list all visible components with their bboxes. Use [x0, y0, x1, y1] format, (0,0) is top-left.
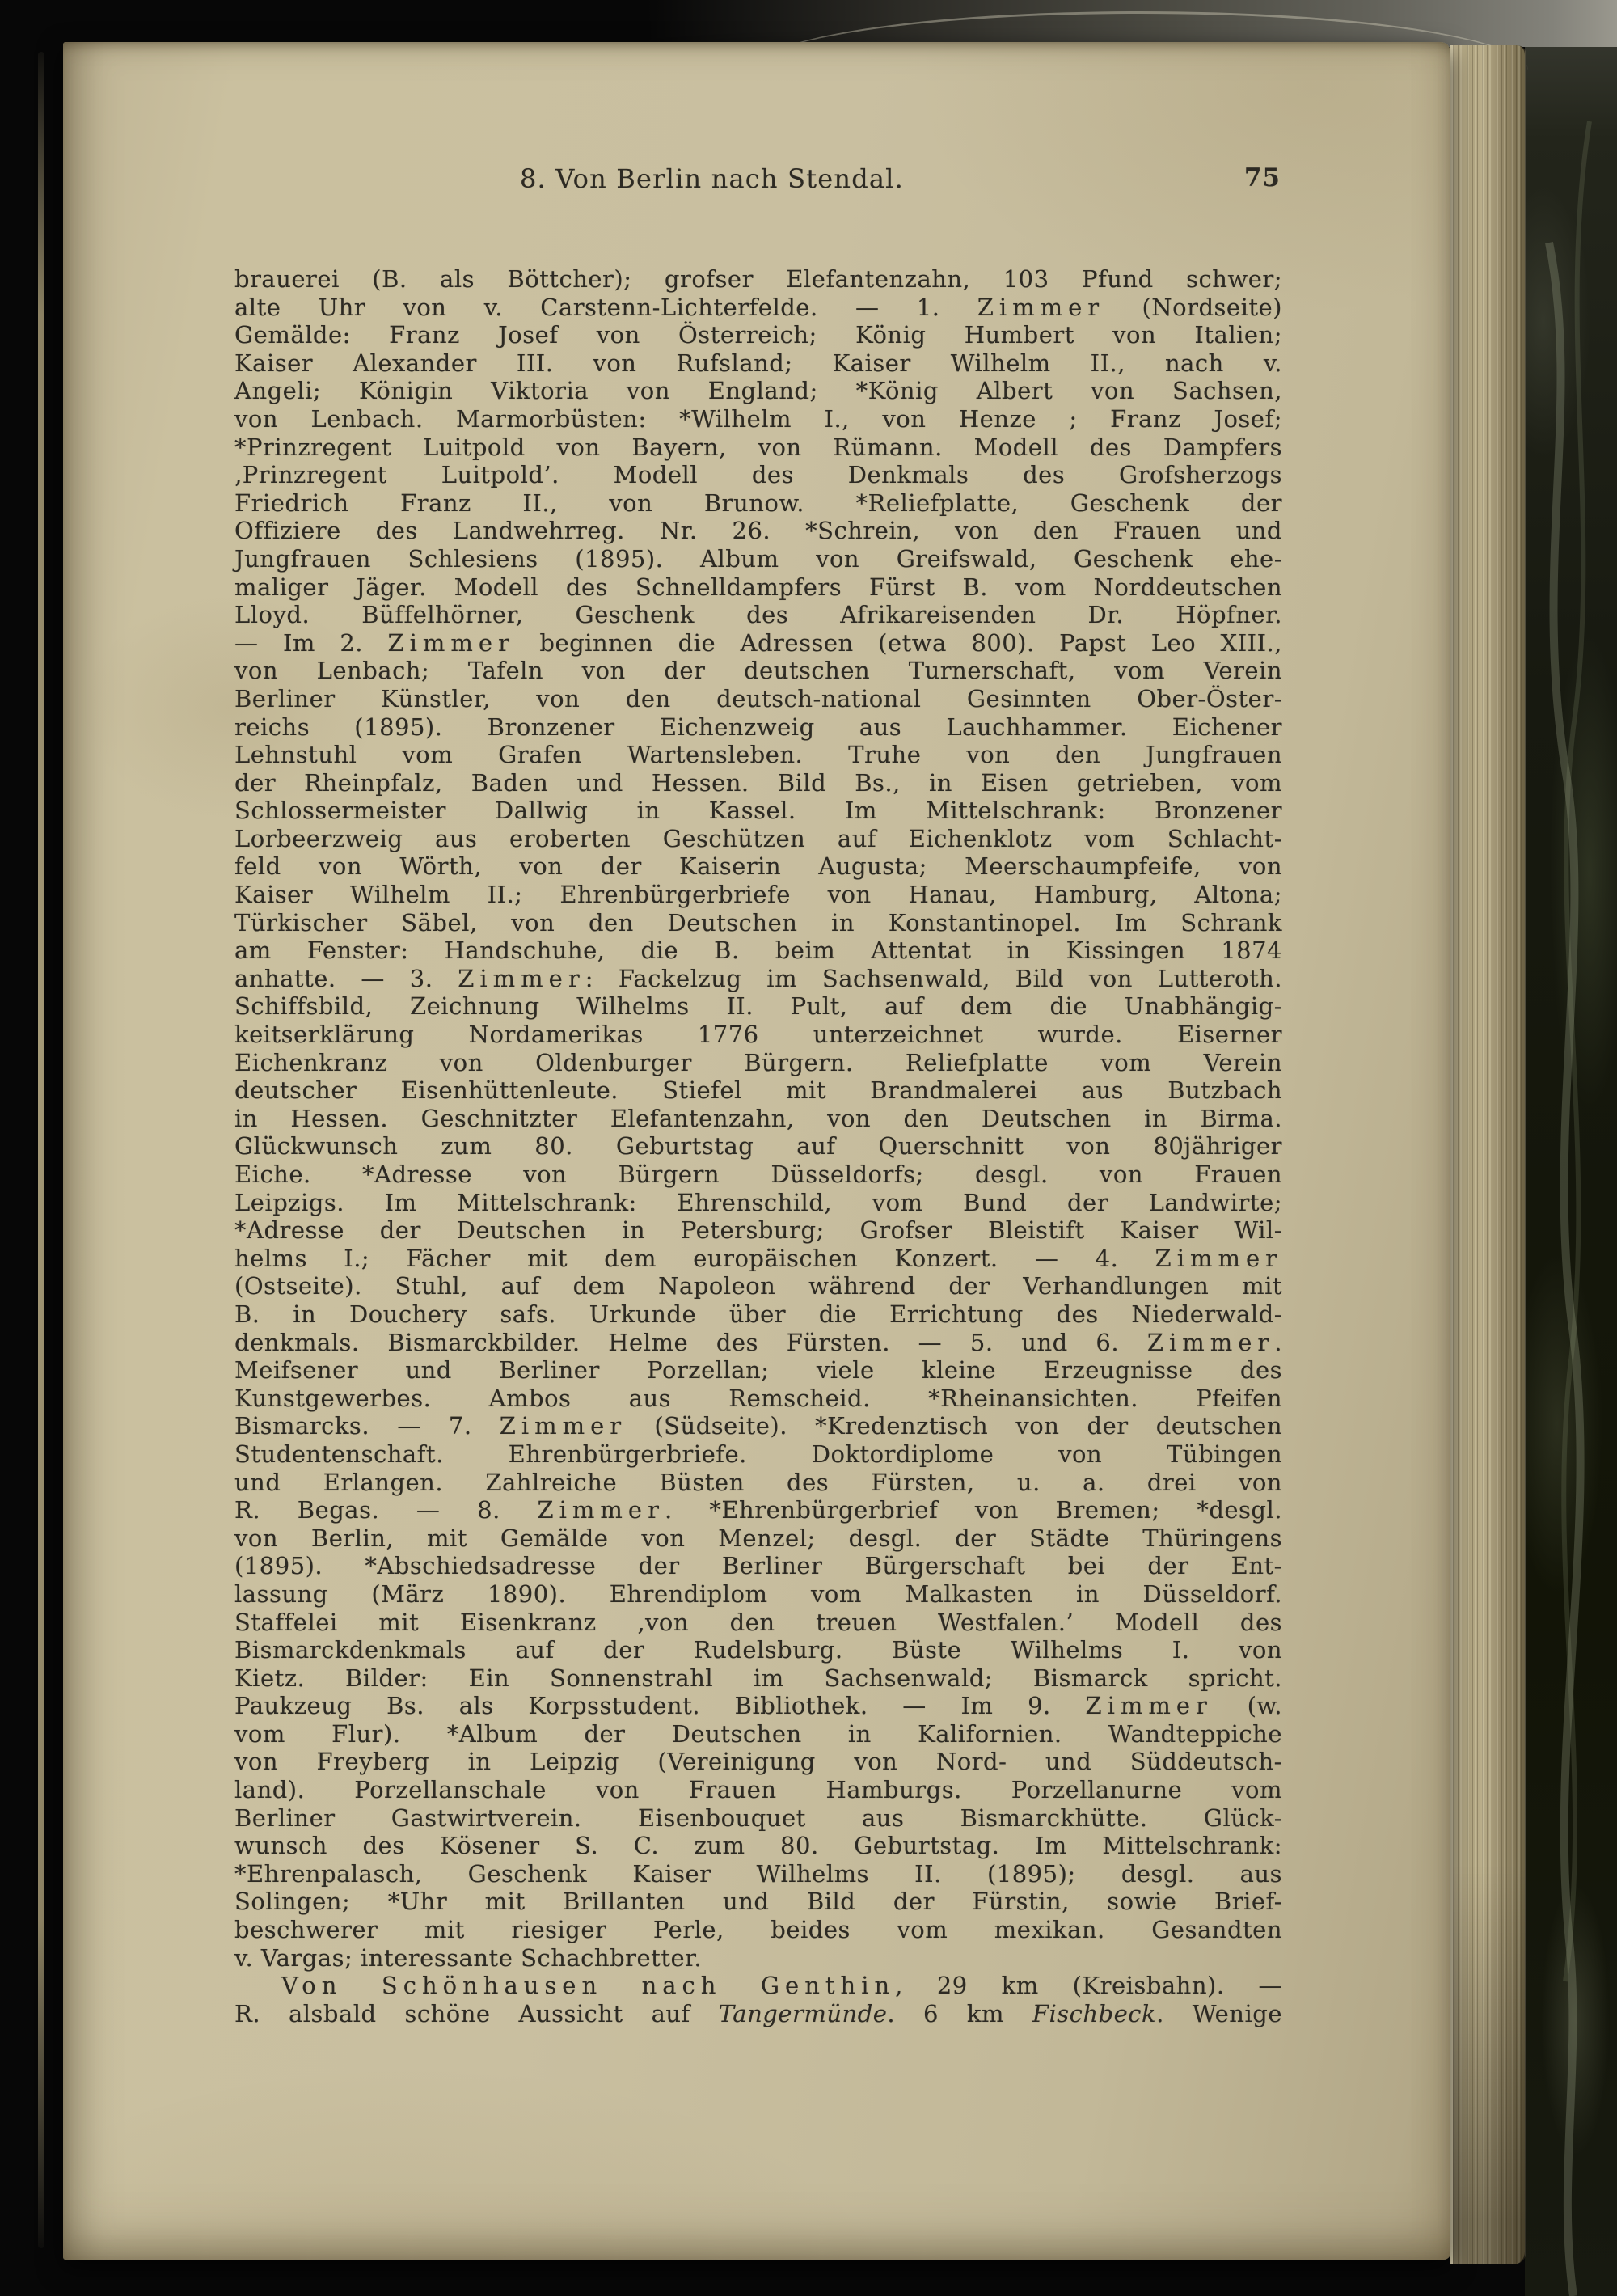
- spaced-text: Zimmer: [458, 964, 585, 992]
- text-segment: keitserklärung Nordamerikas 1776 unterzeichnet wurde. Eiserner: [234, 1021, 1282, 1049]
- text-line: [234, 1972, 1282, 2000]
- text-line: [234, 1105, 1282, 1133]
- text-segment: von Lenbach. Marmorbüsten: *Wilhelm I., von Henze ; Franz Josef;: [234, 404, 1282, 433]
- text-segment: v. Vargas; interessante Schachbretter.: [234, 1943, 703, 1972]
- text-line: [234, 1636, 1282, 1664]
- text-segment: (w.: [1212, 1692, 1283, 1720]
- text-line: [234, 1329, 1282, 1357]
- text-line: [234, 433, 1282, 462]
- text-line: [234, 1496, 1282, 1524]
- text-segment: *Adresse der Deutschen in Petersburg; Grofser Bleistift Kaiser Wil-: [234, 1216, 1282, 1245]
- text-line: [234, 769, 1282, 797]
- spaced-text: Zimmer: [1085, 1692, 1213, 1720]
- text-segment: von Lenbach; Tafeln von der deutschen Turnerschaft, vom Verein: [234, 657, 1282, 685]
- text-line: [234, 1580, 1282, 1609]
- text-line: [234, 1469, 1282, 1497]
- spaced-text: Von Schönhausen nach Genthin: [281, 1972, 896, 2000]
- text-segment: : Fackelzug im Sachsenwald, Bild von Lutteroth.: [585, 964, 1282, 992]
- text-line: [234, 265, 1282, 294]
- text-line: [234, 1524, 1282, 1553]
- text-segment: Offiziere des Landwehrreg. Nr. 26. *Schrein, von den Frauen und: [234, 517, 1282, 545]
- text-line: [234, 992, 1282, 1021]
- text-line: [234, 1189, 1282, 1217]
- text-line: [234, 1609, 1282, 1637]
- text-segment: Glückwunsch zum 80. Geburtstag auf Querschnitt von 80jähriger: [234, 1132, 1282, 1161]
- text-line: [234, 1804, 1282, 1833]
- text-segment: .: [1274, 1328, 1282, 1356]
- text-segment: Meifsener und Berliner Porzellan; viele kleine Erzeugnisse des: [234, 1356, 1282, 1385]
- text-segment: am Fenster: Handschuhe, die B. beim Attentat in Kissingen 1874: [234, 937, 1282, 965]
- text-segment: ‚Prinzregent Luitpold’. Modell des Denkmals des Grofsherzogs: [234, 461, 1282, 489]
- text-line: [234, 1356, 1282, 1385]
- text-segment: Eichenkranz von Oldenburger Bürgern. Reliefplatte vom Verein: [234, 1048, 1282, 1076]
- text-line: [234, 601, 1282, 629]
- text-line: [234, 1161, 1282, 1189]
- spaced-text: Zimmer: [537, 1496, 665, 1524]
- text-segment: Schlossermeister Dallwig in Kassel. Im Mittelschrank: Bronzener: [234, 797, 1282, 825]
- text-segment: Bismarckdenkmals auf der Rudelsburg. Büste Wilhelms I. von: [234, 1636, 1282, 1664]
- spaced-text: Zimmer: [1146, 1328, 1275, 1356]
- text-segment: Schiffsbild, Zeichnung Wilhelms II. Pult, auf dem die Unabhängig-: [234, 992, 1282, 1021]
- chapter-title: 8. Von Berlin nach Stendal.: [519, 163, 904, 194]
- text-line: [234, 2000, 1282, 2028]
- text-line: [234, 881, 1282, 909]
- text-line: [234, 685, 1282, 713]
- text-line: [234, 321, 1282, 349]
- page-number: 75: [1243, 163, 1281, 192]
- text-segment: R. alsbald schöne Aussicht auf: [234, 1999, 719, 2027]
- text-segment: beschwerer mit riesiger Perle, beides vom mexikan. Gesandten: [234, 1916, 1282, 1944]
- text-line: [234, 349, 1282, 378]
- text-segment: alte Uhr von v. Carstenn-Lichterfelde. — 1.: [234, 293, 977, 321]
- text-line: [234, 545, 1282, 573]
- text-segment: Bismarcks. — 7.: [234, 1412, 500, 1440]
- text-segment: Jungfrauen Schlesiens (1895). Album von Greifswald, Geschenk ehe-: [234, 544, 1282, 573]
- facing-page-edge: [38, 52, 44, 2248]
- text-line: [234, 1440, 1282, 1469]
- text-line: [234, 1245, 1282, 1273]
- text-segment: . *Ehrenbürgerbrief von Bremen; *desgl.: [664, 1496, 1282, 1524]
- book-top-edge: [0, 0, 1617, 47]
- text-line: [234, 797, 1282, 825]
- text-line: [234, 909, 1282, 937]
- text-segment: — Im 2.: [234, 628, 388, 657]
- text-segment: maliger Jäger. Modell des Schnelldampfers Fürst B. vom Norddeutschen: [234, 573, 1282, 601]
- spaced-text: Zimmer: [977, 293, 1105, 321]
- text-segment: *Prinzregent Luitpold von Bayern, von Rümann. Modell des Dampfers: [234, 433, 1282, 461]
- text-segment: und Erlangen. Zahlreiche Büsten des Fürsten, u. a. drei von: [234, 1468, 1282, 1496]
- text-line: [234, 965, 1282, 993]
- italic-text: Tangermünde: [718, 1999, 888, 2027]
- text-segment: denkmals. Bismarckbilder. Helme des Fürsten. — 5. und 6.: [234, 1328, 1147, 1356]
- text-segment: Kietz. Bilder: Ein Sonnenstrahl im Sachsenwald; Bismarck spricht.: [234, 1664, 1282, 1692]
- page-body: [234, 265, 1282, 2027]
- italic-text: Fischbeck: [1032, 1999, 1157, 2027]
- text-segment: von Freyberg in Leipzig (Vereinigung von Nord- und Süddeutsch-: [234, 1748, 1282, 1776]
- text-line: [234, 852, 1282, 881]
- text-line: [234, 573, 1282, 602]
- text-segment: deutscher Eisenhüttenleute. Stiefel mit Brandmalerei aus Butzbach: [234, 1076, 1282, 1105]
- text-line: [234, 1076, 1282, 1105]
- text-segment: Angeli; Königin Viktoria von England; *König Albert von Sachsen,: [234, 377, 1282, 405]
- text-segment: anhatte. — 3.: [234, 964, 458, 992]
- text-segment: . 6 km: [887, 1999, 1032, 2027]
- book-cover-edge: [1525, 0, 1617, 2296]
- text-segment: brauerei (B. als Böttcher); grofser Elefantenzahn, 103 Pfund schwer;: [234, 265, 1282, 293]
- spaced-text: Zimmer: [1155, 1244, 1282, 1272]
- text-line: [234, 713, 1282, 742]
- text-line: [234, 825, 1282, 853]
- text-line: [234, 1021, 1282, 1049]
- text-line: [234, 1552, 1282, 1580]
- text-segment: lassung (März 1890). Ehrendiplom vom Malkasten in Düsseldorf.: [234, 1579, 1282, 1608]
- text-line: [234, 1888, 1282, 1916]
- text-segment: Berliner Gastwirtverein. Eisenbouquet aus Bismarckhütte. Glück-: [234, 1803, 1282, 1832]
- text-segment: beginnen die Adressen (etwa 800). Papst Leo XIII.,: [514, 628, 1282, 657]
- text-segment: (Nordseite): [1104, 293, 1282, 321]
- marbling-pattern: [1525, 0, 1617, 2296]
- page-edges: [1450, 45, 1526, 2264]
- text-line: [234, 1916, 1282, 1944]
- text-line: [234, 517, 1282, 545]
- text-segment: Türkischer Säbel, von den Deutschen in Konstantinopel. Im Schrank: [234, 908, 1282, 937]
- text-segment: in Hessen. Geschnitzter Elefantenzahn, von den Deutschen in Birma.: [234, 1104, 1282, 1132]
- text-line: [234, 1664, 1282, 1693]
- text-segment: helms I.; Fächer mit dem europäischen Konzert. — 4.: [234, 1244, 1155, 1272]
- text-line: [234, 294, 1282, 322]
- text-segment: Lorbeerzweig aus eroberten Geschützen auf Eichenklotz vom Schlacht-: [234, 824, 1282, 852]
- text-line: [234, 937, 1282, 965]
- text-line: [234, 629, 1282, 658]
- text-segment: *Ehrenpalasch, Geschenk Kaiser Wilhelms II. (1895); desgl. aus: [234, 1859, 1282, 1888]
- text-segment: Leipzigs. Im Mittelschrank: Ehrenschild, vom Bund der Landwirte;: [234, 1188, 1282, 1216]
- text-segment: R. Begas. — 8.: [234, 1496, 538, 1524]
- text-segment: von Berlin, mit Gemälde von Menzel; desgl. der Städte Thüringens: [234, 1524, 1282, 1552]
- text-segment: Berliner Künstler, von den deutsch-national Gesinnten Ober-Öster-: [234, 684, 1282, 712]
- text-segment: Paukzeug Bs. als Korpsstudent. Bibliothek. — Im 9.: [234, 1692, 1086, 1720]
- text-segment: Friedrich Franz II., von Brunow. *Reliefplatte, Geschenk der: [234, 488, 1282, 517]
- printed-text: [234, 163, 1282, 2027]
- text-line: [234, 1776, 1282, 1804]
- text-segment: Eiche. *Adresse von Bürgern Düsseldorfs; desgl. von Frauen: [234, 1161, 1282, 1188]
- text-segment: der Rheinpfalz, Baden und Hessen. Bild Bs., in Eisen getrieben, vom: [234, 768, 1282, 797]
- text-segment: (Ostseite). Stuhl, auf dem Napoleon während der Verhandlungen mit: [234, 1272, 1282, 1300]
- text-line: [234, 1720, 1282, 1748]
- text-segment: B. in Douchery safs. Urkunde über die Errichtung des Niederwald-: [234, 1300, 1282, 1328]
- text-line: [234, 1300, 1282, 1329]
- text-line: [234, 1385, 1282, 1413]
- text-segment: . Wenige: [1156, 1999, 1282, 2027]
- text-line: [234, 461, 1282, 489]
- text-segment: Solingen; *Uhr mit Brillanten und Bild der Fürstin, sowie Brief-: [234, 1888, 1282, 1916]
- text-segment: feld von Wörth, von der Kaiserin Augusta; Meerschaumpfeife, von: [234, 852, 1282, 881]
- spaced-text: Zimmer: [499, 1412, 627, 1440]
- text-segment: Lehnstuhl vom Grafen Wartensleben. Truhe von den Jungfrauen: [234, 741, 1282, 769]
- text-line: [234, 1832, 1282, 1860]
- text-segment: (Südseite). *Kredenztisch von der deutschen: [627, 1412, 1283, 1440]
- text-segment: Kaiser Alexander III. von Rufsland; Kaiser Wilhelm II., nach v.: [234, 349, 1282, 377]
- text-segment: Lloyd. Büffelhörner, Geschenk des Afrikareisenden Dr. Höpfner.: [234, 601, 1282, 629]
- text-segment: Studentenschaft. Ehrenbürgerbriefe. Doktordiplome von Tübingen: [234, 1440, 1282, 1468]
- text-line: [234, 1944, 1282, 1973]
- text-segment: land). Porzellanschale von Frauen Hamburgs. Porzellanurne vom: [234, 1776, 1282, 1804]
- text-segment: wunsch des Kösener S. C. zum 80. Geburtstag. Im Mittelschrank:: [234, 1832, 1282, 1860]
- text-line: [234, 1412, 1282, 1440]
- text-segment: Gemälde: Franz Josef von Österreich; König Humbert von Italien;: [234, 321, 1282, 349]
- text-line: [234, 1692, 1282, 1720]
- text-line: [234, 1272, 1282, 1300]
- running-header: [234, 163, 1282, 196]
- paper-page: [63, 42, 1450, 2260]
- text-segment: Kaiser Wilhelm II.; Ehrenbürgerbriefe von Hanau, Hamburg, Altona;: [234, 881, 1282, 909]
- text-line: [234, 489, 1282, 518]
- text-line: [234, 405, 1282, 433]
- text-line: [234, 377, 1282, 405]
- text-line: [234, 741, 1282, 769]
- text-line: [234, 1049, 1282, 1077]
- text-line: [234, 657, 1282, 685]
- text-line: [234, 1132, 1282, 1161]
- text-segment: (1895). *Abschiedsadresse der Berliner Bürgerschaft bei der Ent-: [234, 1552, 1282, 1580]
- text-segment: vom Flur). *Album der Deutschen in Kalifornien. Wandteppiche: [234, 1719, 1282, 1748]
- text-line: [234, 1748, 1282, 1776]
- text-segment: , 29 km (Kreisbahn). —: [895, 1972, 1282, 2000]
- text-segment: Staffelei mit Eisenkranz ‚von den treuen Westfalen.’ Modell des: [234, 1608, 1282, 1636]
- text-line: [234, 1860, 1282, 1888]
- text-segment: reichs (1895). Bronzener Eichenzweig aus Lauchhammer. Eichener: [234, 712, 1282, 741]
- text-segment: Kunstgewerbes. Ambos aus Remscheid. *Rheinansichten. Pfeifen: [234, 1384, 1282, 1412]
- spaced-text: Zimmer: [387, 628, 515, 657]
- text-line: [234, 1216, 1282, 1245]
